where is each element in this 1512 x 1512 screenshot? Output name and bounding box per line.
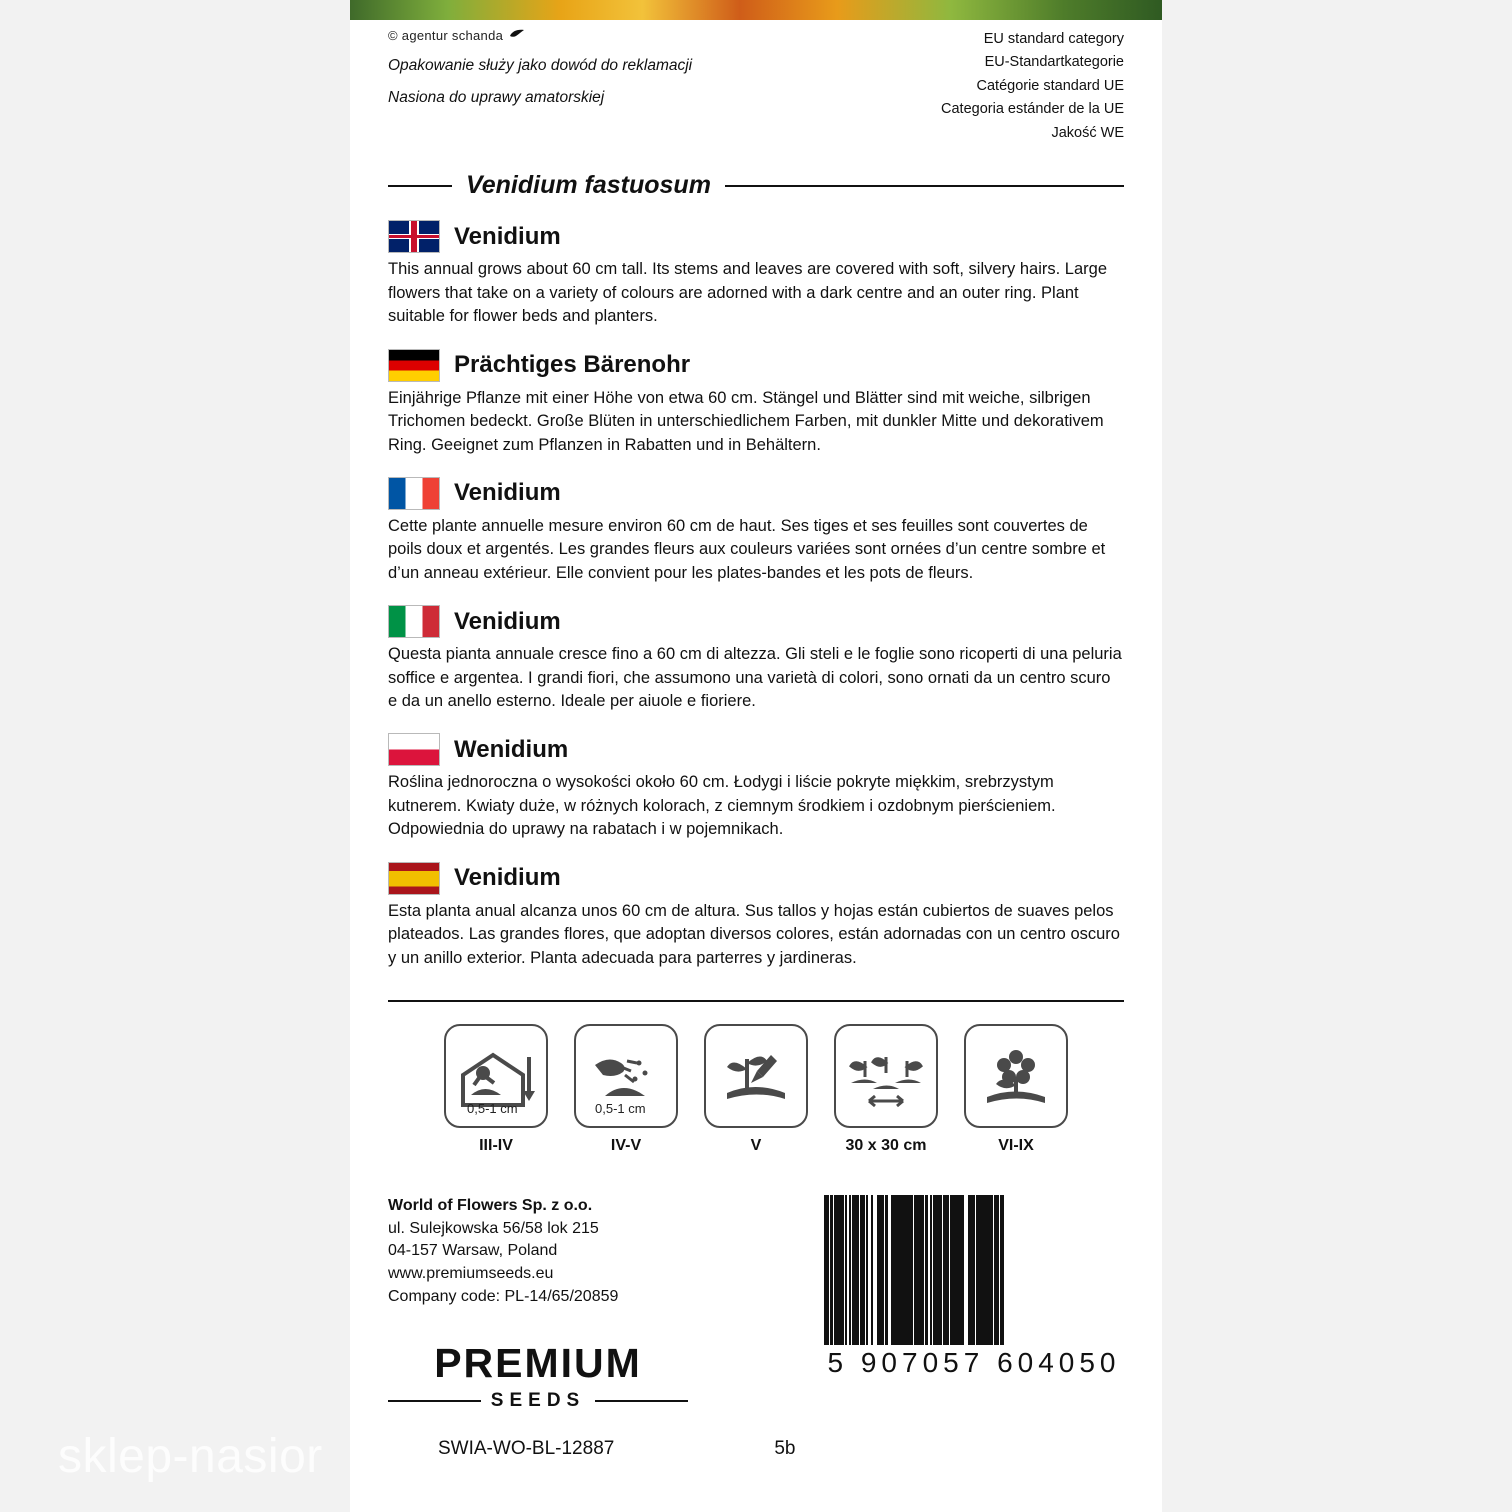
footer	[388, 1195, 1124, 1412]
icon-label-sow-greenhouse: III-IV	[479, 1137, 513, 1155]
barcode-block	[824, 1195, 1124, 1379]
svg-text:0,5-1 cm: 0,5-1 cm	[595, 1101, 646, 1117]
lang-head-de	[388, 349, 1124, 382]
lang-title-es: Venidium	[454, 864, 561, 892]
latin-name-row	[388, 171, 1124, 200]
brand-subtitle: SEEDS	[490, 1389, 586, 1411]
rule-left	[388, 185, 452, 187]
brand-name: PREMIUM	[434, 1339, 642, 1386]
copyright-line	[388, 28, 718, 43]
lang-head-es	[388, 862, 1124, 895]
icon-label-planting: V	[750, 1137, 762, 1155]
lang-block-de	[388, 349, 1124, 457]
planting-icon	[704, 1024, 808, 1128]
icon-cell-sow-outdoors	[574, 1024, 678, 1155]
company-info	[388, 1195, 688, 1309]
company-code: Company code: PL-14/65/20859	[388, 1287, 619, 1305]
lang-title-en: Venidium	[454, 222, 561, 250]
lang-head-en	[388, 220, 1124, 253]
lang-title-fr: Venidium	[454, 479, 561, 507]
eu-category-block	[941, 28, 1124, 145]
lang-head-fr	[388, 477, 1124, 510]
lang-block-pl	[388, 733, 1124, 841]
company-name: World of Flowers Sp. z o.o.	[388, 1197, 593, 1215]
lang-title-pl: Wenidium	[454, 735, 569, 763]
rule-right	[725, 185, 1124, 187]
lang-text-fr: Cette plante annuelle mesure environ 60 cm de haut. Ses tiges et ses feuilles sont couvertes de poils doux et argentés. Les grandes fleurs aux couleurs variées sont ornées d’un centre sombre et d’un anneau extérieur. Elle convient pour les plates-bandes et les pots de fleurs.	[388, 516, 1106, 582]
lang-title-it: Venidium	[454, 607, 561, 635]
section-divider	[388, 1000, 1124, 1002]
eu-line-fr: Catégorie standard UE	[976, 77, 1124, 94]
latin-name: Venidium fastuosum	[466, 171, 711, 200]
flag-icon-pl	[388, 733, 440, 766]
icon-cell-planting	[704, 1024, 808, 1155]
flag-icon-uk	[388, 220, 440, 253]
svg-text:0,5-1 cm: 0,5-1 cm	[467, 1101, 518, 1117]
spacing-icon	[834, 1024, 938, 1128]
bottom-codes	[438, 1438, 1038, 1460]
brand-sub-row	[388, 1390, 688, 1412]
cultivation-icons-row	[388, 1024, 1124, 1155]
lang-text-es: Esta planta anual alcanza unos 60 cm de altura. Sus tallos y hojas están cubiertos de suaves pelos plateados. Las grandes flores, que adoptan diversos colores, están adornadas con un centro oscuro y un anillo exterior. Planta adecuada para parterres y jardineras.	[388, 901, 1120, 967]
copyright-text: © agentur schanda	[388, 28, 504, 43]
brand-rule-right	[595, 1400, 688, 1402]
meta-left-line-2: Nasiona do uprawy amatorskiej	[388, 89, 605, 107]
icon-label-spacing: 30 x 30 cm	[845, 1137, 927, 1155]
company-address-1: ul. Sulejkowska 56/58 lok 215	[388, 1219, 599, 1237]
barcode-number: 5 907057 604050	[827, 1347, 1121, 1379]
packet-content	[388, 28, 1124, 1412]
lang-block-en	[388, 220, 1124, 328]
brand-logo	[388, 1339, 688, 1412]
sku-code: SWIA-WO-BL-12887	[438, 1438, 615, 1459]
seed-packet-back	[350, 0, 1162, 1512]
lang-block-it	[388, 605, 1124, 713]
lang-head-it	[388, 605, 1124, 638]
eu-line-es: Categoria estánder de la UE	[941, 101, 1124, 118]
eu-line-en: EU standard category	[983, 31, 1124, 47]
company-block	[388, 1195, 688, 1412]
page-number: 5b	[774, 1438, 796, 1459]
icon-label-sow-outdoors: IV-V	[610, 1137, 642, 1155]
lang-text-pl: Roślina jednoroczna o wysokości około 60 cm. Łodygi i liście pokryte miękkim, srebrzystym kutnerem. Kwiaty duże, w różnych kolorach, z ciemnym środkiem i ozdobnym pierścieniem. Odpowiednia do uprawy na rabatach i w pojemnikach.	[388, 773, 1056, 839]
brand-rule-left	[388, 1400, 481, 1402]
flowering-icon	[964, 1024, 1068, 1128]
icon-cell-spacing	[834, 1024, 938, 1155]
lang-title-de: Prächtiges Bärenohr	[454, 351, 691, 379]
watermark: sklep-nasior	[58, 1430, 323, 1483]
lang-block-es	[388, 862, 1124, 970]
flag-icon-fr	[388, 477, 440, 510]
eu-line-de: EU-Standartkategorie	[984, 54, 1124, 71]
icon-cell-flowering	[964, 1024, 1068, 1155]
flag-icon-de	[388, 349, 440, 382]
company-address-2: 04-157 Warsaw, Poland	[388, 1242, 558, 1260]
photo-strip	[350, 0, 1162, 20]
leaf-icon	[509, 29, 525, 42]
lang-text-de: Einjährige Pflanze mit einer Höhe von etwa 60 cm. Stängel und Blätter sind mit weiche, silbrigen Trichomen bedeckt. Große Blüten in unterschiedlichem Farben, mit dunkler Mitte und dekorativem Ring. Geeignet zum Pflanzen in Rabatten und in Behältern.	[388, 388, 1104, 454]
icon-cell-sow-greenhouse	[444, 1024, 548, 1155]
barcode-bars	[824, 1195, 1114, 1345]
meta-row	[388, 28, 1124, 145]
icon-label-flowering: VI-IX	[998, 1137, 1034, 1155]
company-website[interactable]: www.premiumseeds.eu	[388, 1265, 554, 1283]
flag-icon-es	[388, 862, 440, 895]
lang-block-fr	[388, 477, 1124, 585]
lang-text-en: This annual grows about 60 cm tall. Its stems and leaves are covered with soft, silvery hairs. Large flowers that take on a variety of colours are adorned with a dark centre and an outer ring. Plant suitable for flower beds and planters.	[388, 260, 1107, 326]
sow-outdoors-icon	[574, 1024, 678, 1128]
meta-left	[388, 28, 718, 120]
flag-icon-it	[388, 605, 440, 638]
lang-head-pl	[388, 733, 1124, 766]
meta-left-line-1: Opakowanie służy jako dowód do reklamacji	[388, 57, 693, 74]
lang-text-it: Questa pianta annuale cresce fino a 60 cm di altezza. Gli steli e le foglie sono ricoperti di una peluria soffice e argentea. I grandi fiori, che assumono una varietà di colori, sono ornati da un centro scuro e da un anello esterno. Ideale per aiuole e fioriere.	[388, 645, 1122, 711]
eu-line-pl: Jakość WE	[1051, 124, 1124, 141]
sow-greenhouse-icon	[444, 1024, 548, 1128]
